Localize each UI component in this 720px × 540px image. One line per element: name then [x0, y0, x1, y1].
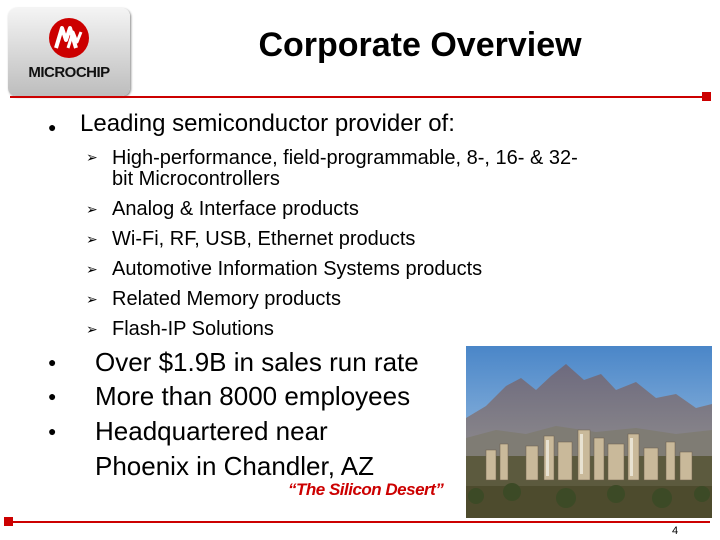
bullet-dot-icon: ● [48, 388, 57, 404]
bullet-sales: Over $1.9B in sales run rate [95, 347, 419, 377]
arrow-bullet-icon: ➢ [86, 262, 98, 278]
arrow-bullet-icon: ➢ [86, 202, 98, 218]
bullet-dot-icon: ● [48, 354, 57, 370]
bullet-dot-icon: ● [48, 119, 57, 135]
arrow-bullet-icon: ➢ [86, 150, 98, 166]
slide-title: Corporate Overview [258, 26, 582, 64]
bullet-headquarters-line2: Phoenix in Chandler, AZ [95, 451, 374, 481]
bullet-dot-icon: ● [48, 423, 57, 439]
bullet-employees: More than 8000 employees [95, 381, 411, 411]
logo-wordmark: MICROCHIP [28, 64, 110, 81]
bottom-left-marker [4, 517, 13, 526]
arrow-bullet-icon: ➢ [86, 292, 98, 308]
microchip-logo-icon [48, 14, 90, 62]
page-number: 4 [672, 525, 679, 537]
photo-caption: “The Silicon Desert” [288, 480, 444, 499]
arrow-bullet-icon: ➢ [86, 322, 98, 338]
top-right-marker [702, 92, 711, 101]
phoenix-skyline-photo [466, 346, 712, 518]
top-divider [10, 96, 710, 98]
sub-item-automotive: Automotive Information Systems products [112, 258, 483, 280]
arrow-bullet-icon: ➢ [86, 232, 98, 248]
sub-item-analog: Analog & Interface products [112, 198, 359, 220]
bullet-leading-provider: Leading semiconductor provider of: [80, 110, 455, 137]
sub-item-microcontrollers-line2: bit Microcontrollers [112, 168, 280, 190]
sub-item-microcontrollers-line1: High-performance, field-programmable, 8-, 16- & 32- [112, 147, 578, 169]
sub-item-flash-ip: Flash-IP Solutions [112, 318, 274, 340]
microchip-logo [8, 8, 130, 96]
bottom-divider [10, 521, 710, 523]
bullet-headquarters-line1: Headquartered near [95, 416, 328, 446]
sub-item-wifi: Wi-Fi, RF, USB, Ethernet products [112, 228, 416, 250]
sub-item-memory: Related Memory products [112, 288, 341, 310]
